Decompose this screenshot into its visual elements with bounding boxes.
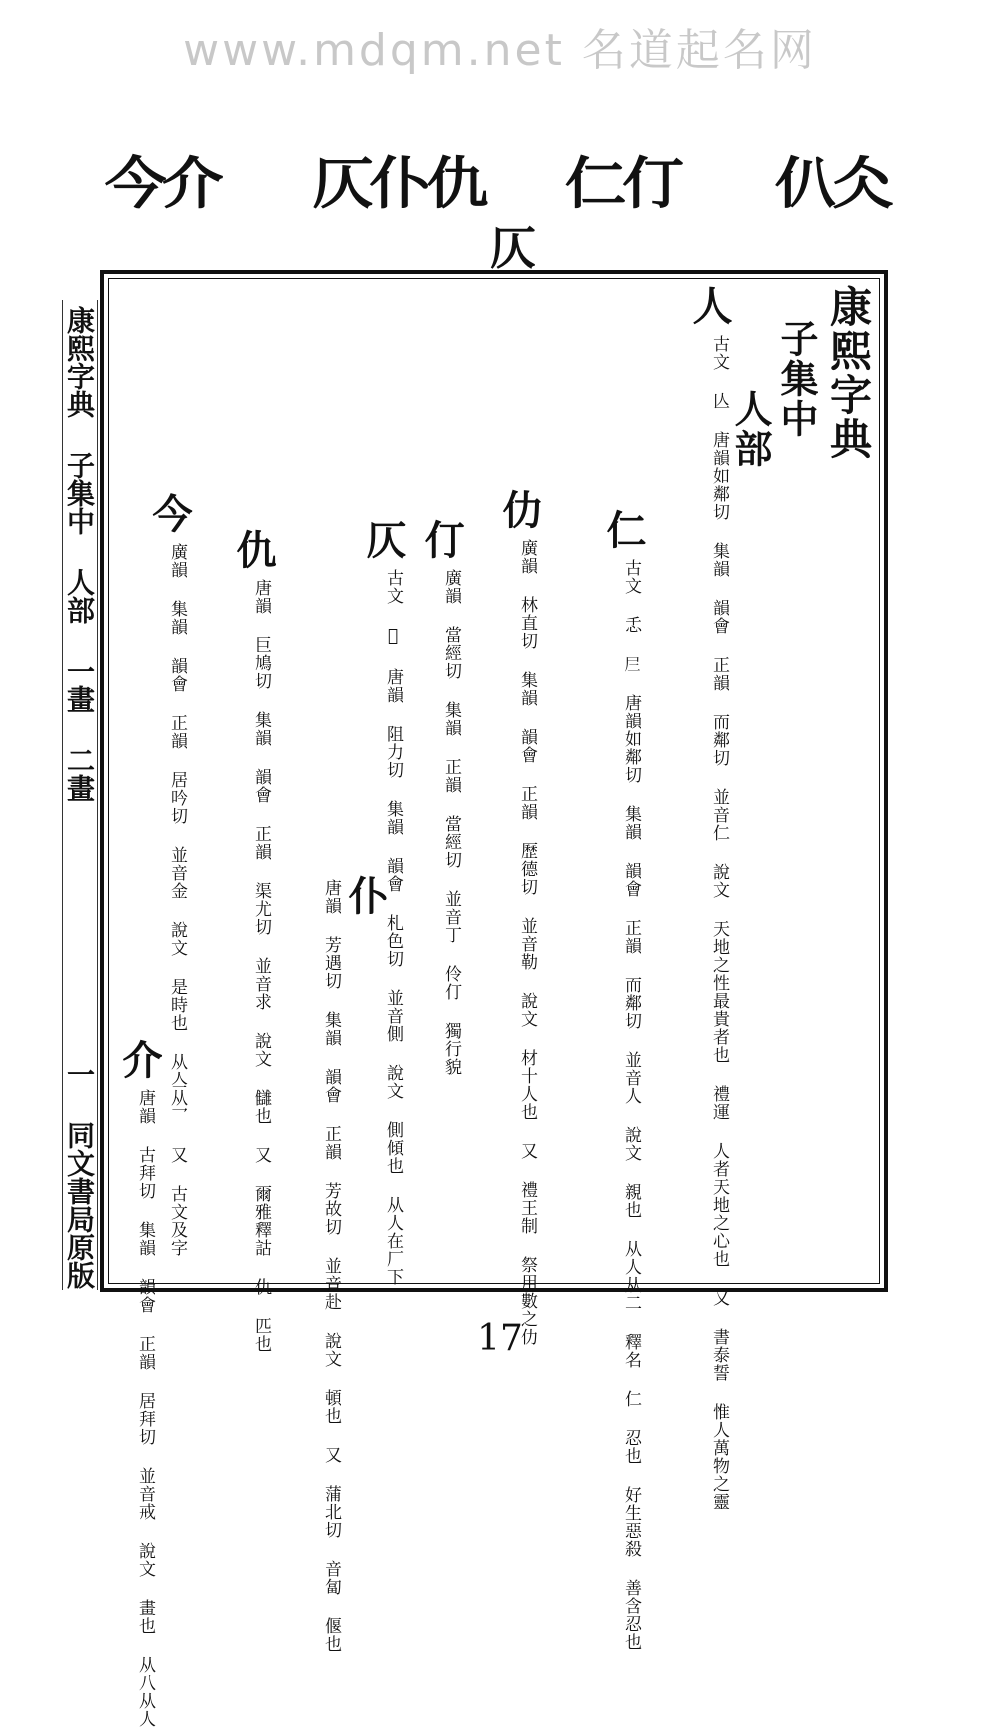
entry-text-chou: 唐韻 巨鳩切 集韻 韻會 正韻 渠尤切 並音求 說文 讎也 又 爾雅釋詁 仇 匹也 [251, 579, 271, 1353]
entry-head-pu: 仆 [342, 875, 389, 915]
section-title: 子集中 [774, 319, 819, 439]
entry-head-jin: 今 [146, 493, 193, 533]
margin-section-label: 康熙字典 子集中 人部 一畫 二畫 [63, 306, 96, 802]
entry-head-ding: 仃 [418, 519, 465, 559]
entry-head-chou: 仇 [230, 529, 277, 569]
seal-under-char: 仄 [490, 221, 536, 275]
entry-text-pu: 唐韻 芳遇切 集韻 韻會 正韻 芳故切 並音赴 說文 頓也 又 蒲北切 音匐 偃也 [321, 879, 341, 1653]
seal-group-3: 仄仆仇 [312, 151, 484, 217]
entry-text-ren: 古文 亾 唐韻如鄰切 集韻 韻會 正韻 而鄰切 並音仁 說文 天地之性最貴者也 禮運 人者天地之心也 又 書泰誓 惟人萬物之靈 [709, 335, 729, 1511]
entry-head-ze: 仄 [360, 519, 407, 559]
entry-head-le: 仂 [496, 489, 543, 529]
entry-text-ze: 古文 𠆭 唐韻 阻力切 集韻 韻會 札色切 並音側 說文 側傾也 从人在厂下 [383, 569, 403, 1286]
entry-text-jie: 唐韻 古拜切 集韻 韻會 正韻 居拜切 並音戒 說文 畫也 从八从人 [135, 1089, 155, 1728]
seal-group-4: 今介 [104, 151, 220, 217]
seal-group-1: 仈仌 [774, 151, 890, 217]
radical-title: 人部 [728, 389, 773, 469]
dictionary-title: 康熙字典 [824, 285, 873, 461]
page-number: 17 [477, 1318, 523, 1359]
entry-text-jin: 廣韻 集韻 韻會 正韻 居吟切 並音金 說文 是時也 从亼从乛 又 古文及字 [167, 543, 187, 1257]
entry-text-ren-benevolence: 古文 忎 𡰥 唐韻如鄰切 集韻 韻會 正韻 而鄰切 並音人 說文 親也 从人从二 釋名 仁 忍也 好生惡殺 善含忍也 [621, 559, 641, 1651]
entry-head-jie: 介 [116, 1039, 163, 1079]
entry-text-le: 廣韻 林直切 集韻 韻會 正韻 歷德切 並音勒 說文 材十人也 又 禮王制 祭用數之仂 [517, 539, 537, 1346]
watermark: www.mdqm.net 名道起名网 [183, 25, 817, 76]
entry-head-ren: 人 [686, 285, 733, 325]
entry-text-ding: 廣韻 當經切 集韻 正韻 當經切 並音丁 伶仃 獨行貌 [441, 569, 461, 1076]
entry-head-ren-benevolence: 仁 [600, 509, 647, 549]
margin-publisher-label: 一 同文書局原版 [63, 1060, 96, 1289]
page-margin-label [62, 300, 98, 1290]
seal-group-2: 仁仃 [564, 151, 680, 217]
